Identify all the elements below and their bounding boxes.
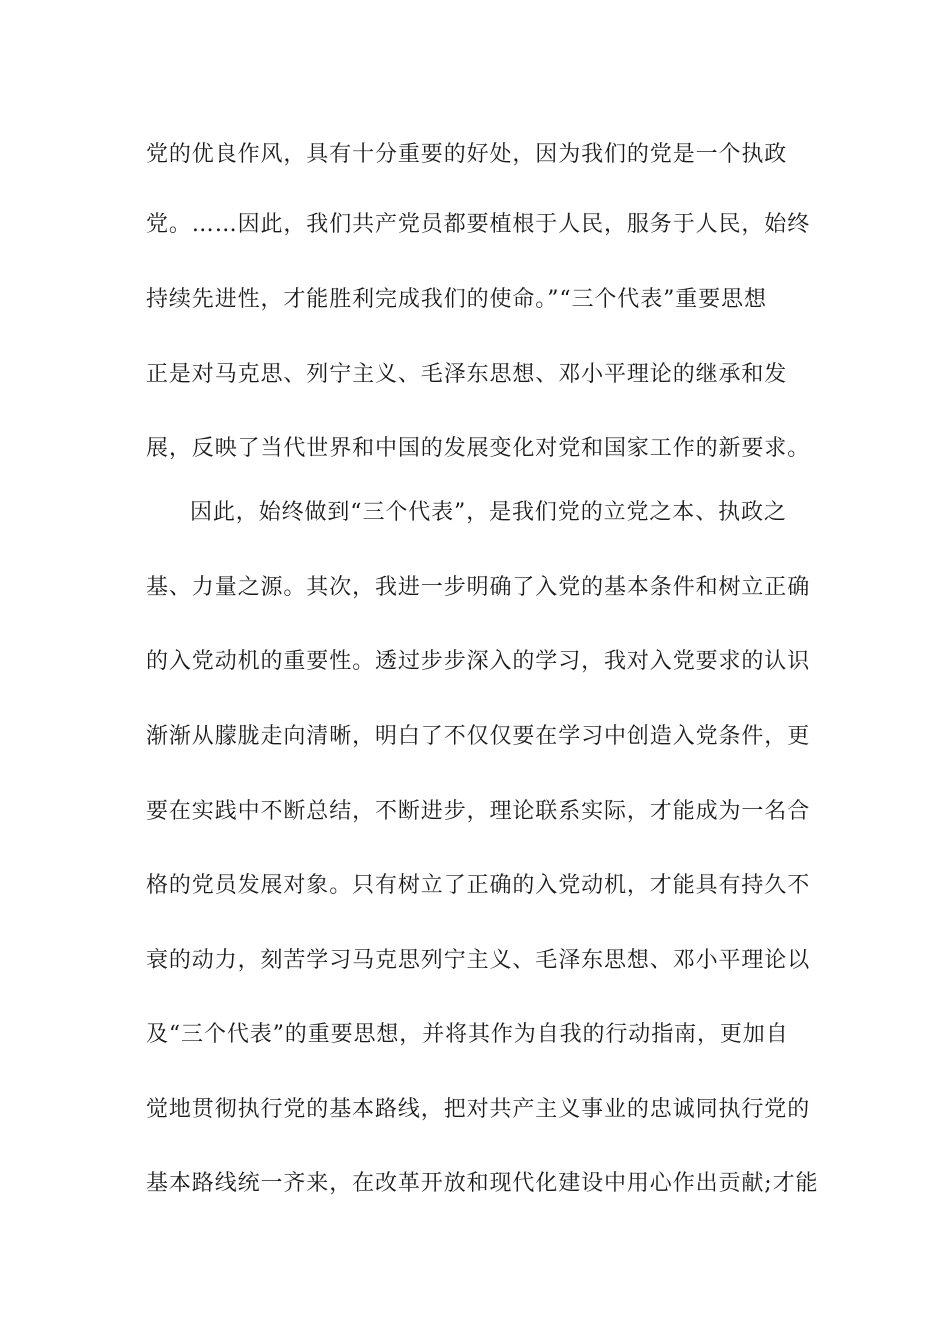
- text-line: 正是对马克思、列宁主义、毛泽东思想、邓小平理论的继承和发: [146, 362, 788, 387]
- text-line: 要在实践中不断总结，不断进步，理论联系实际，才能成为一名合: [146, 799, 811, 824]
- text-line: 党。……因此，我们共产党员都要植根于人民，服务于人民，始终: [146, 212, 811, 237]
- text-line: 的入党动机的重要性。透过步步深入的学习，我对入党要求的认识: [146, 649, 811, 674]
- text-line: 基本路线统一齐来，在改革开放和现代化建设中用心作出贡献;才能: [146, 1171, 819, 1196]
- text-line: 展，反映了当代世界和中国的发展变化对党和国家工作的新要求。: [146, 436, 811, 461]
- paragraph-first-line: 因此，始终做到“三个代表”，是我们党的立党之本、执政之: [190, 500, 787, 525]
- text-line: 衰的动力，刻苦学习马克思列宁主义、毛泽东思想、邓小平理论以: [146, 948, 811, 973]
- text-line: 及“三个代表”的重要思想，并将其作为自我的行动指南，更加自: [146, 1022, 789, 1047]
- text-line: 格的党员发展对象。只有树立了正确的入党动机，才能具有持久不: [146, 873, 811, 898]
- text-line: 基、力量之源。其次，我进一步明确了入党的基本条件和树立正确: [146, 575, 811, 600]
- text-line: 持续先进性，才能胜利完成我们的使命。”“三个代表”重要思想: [146, 287, 767, 312]
- text-line: 党的优良作风，具有十分重要的好处，因为我们的党是一个执政: [146, 142, 788, 167]
- text-line: 觉地贯彻执行党的基本路线，把对共产主义事业的忠诚同执行党的: [146, 1097, 811, 1122]
- text-line: 渐渐从朦胧走向清晰，明白了不仅仅要在学习中创造入党条件，更: [146, 724, 811, 749]
